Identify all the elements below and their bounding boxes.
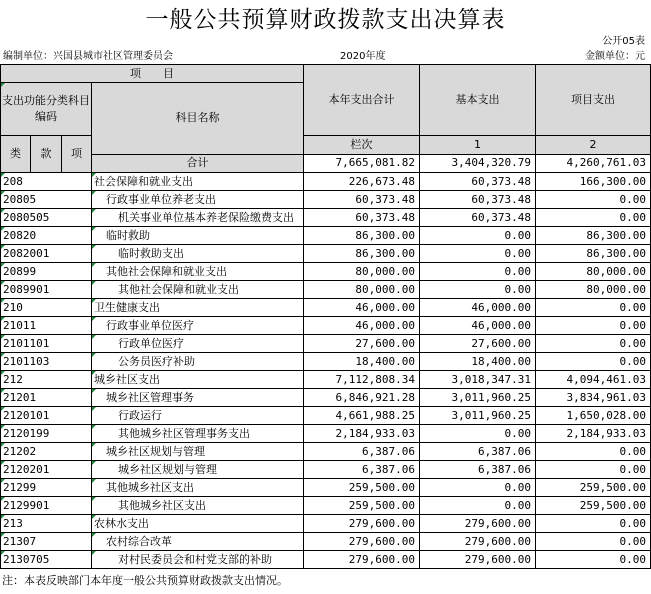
table-row [1, 515, 651, 533]
row-total: 60,373.48 [304, 209, 420, 227]
row-code: 2129901 [1, 497, 92, 515]
table-row [1, 461, 651, 479]
total-project: 4,260,761.03 [536, 154, 651, 173]
row-basic: 46,000.00 [420, 317, 536, 335]
row-total: 27,600.00 [304, 335, 420, 353]
table-row [1, 335, 651, 353]
row-project: 0.00 [536, 533, 651, 551]
row-basic: 46,000.00 [420, 299, 536, 317]
header-kuan: 款 [31, 136, 62, 173]
row-code: 2080505 [1, 209, 92, 227]
row-basic: 279,600.00 [420, 533, 536, 551]
row-project: 0.00 [536, 209, 651, 227]
col-index-1: 1 [420, 136, 536, 155]
row-project: 0.00 [536, 353, 651, 371]
table-row [1, 443, 651, 461]
row-basic: 0.00 [420, 425, 536, 443]
row-code: 21299 [1, 479, 92, 497]
row-project: 0.00 [536, 335, 651, 353]
row-name: 对村民委员会和村党支部的补助 [92, 551, 304, 569]
row-basic: 0.00 [420, 227, 536, 245]
header-xiang: 项 [62, 136, 92, 173]
row-code: 2120199 [1, 425, 92, 443]
row-total: 259,500.00 [304, 497, 420, 515]
row-basic: 27,600.00 [420, 335, 536, 353]
row-total: 80,000.00 [304, 263, 420, 281]
row-code: 2130705 [1, 551, 92, 569]
row-name: 城乡社区支出 [92, 371, 304, 389]
row-total: 80,000.00 [304, 281, 420, 299]
row-code: 20820 [1, 227, 92, 245]
table-row [1, 389, 651, 407]
row-total: 6,387.06 [304, 443, 420, 461]
row-project: 0.00 [536, 443, 651, 461]
row-total: 86,300.00 [304, 227, 420, 245]
table-row [1, 353, 651, 371]
total-current: 7,665,081.82 [304, 154, 420, 173]
row-total: 279,600.00 [304, 533, 420, 551]
row-name: 其他城乡社区支出 [92, 497, 304, 515]
row-basic: 279,600.00 [420, 551, 536, 569]
header-subject-name: 科目名称 [92, 83, 304, 155]
row-name: 城乡社区规划与管理 [92, 443, 304, 461]
table-row [1, 533, 651, 551]
amount-unit: 金额单位：元 [585, 51, 645, 62]
row-project: 0.00 [536, 299, 651, 317]
form-code: 公开05表 [602, 36, 645, 47]
row-name: 其他社会保障和就业支出 [92, 281, 304, 299]
row-code: 21011 [1, 317, 92, 335]
row-name: 其他社会保障和就业支出 [92, 263, 304, 281]
header-project: 项目支出 [536, 65, 651, 136]
row-total: 279,600.00 [304, 515, 420, 533]
row-code: 21307 [1, 533, 92, 551]
row-name: 农林水支出 [92, 515, 304, 533]
table-row [1, 425, 651, 443]
row-basic: 3,011,960.25 [420, 389, 536, 407]
row-total: 6,846,921.28 [304, 389, 420, 407]
row-project: 0.00 [536, 191, 651, 209]
row-total: 46,000.00 [304, 317, 420, 335]
row-code: 213 [1, 515, 92, 533]
row-name: 公务员医疗补助 [92, 353, 304, 371]
row-name: 机关事业单位基本养老保险缴费支出 [92, 209, 304, 227]
row-total: 60,373.48 [304, 191, 420, 209]
table-row [1, 245, 651, 263]
row-code: 208 [1, 173, 92, 191]
row-code: 2101103 [1, 353, 92, 371]
table-row [1, 497, 651, 515]
table-row [1, 479, 651, 497]
row-code: 2120201 [1, 461, 92, 479]
row-project: 0.00 [536, 515, 651, 533]
row-basic: 0.00 [420, 281, 536, 299]
row-name: 农村综合改革 [92, 533, 304, 551]
row-code: 212 [1, 371, 92, 389]
table-row [1, 209, 651, 227]
row-basic: 0.00 [420, 479, 536, 497]
col-index-2: 2 [536, 136, 651, 155]
row-total: 18,400.00 [304, 353, 420, 371]
table-row [1, 227, 651, 245]
row-code: 21202 [1, 443, 92, 461]
row-project: 4,094,461.03 [536, 371, 651, 389]
row-name: 城乡社区管理事务 [92, 389, 304, 407]
table-row [1, 263, 651, 281]
row-project: 2,184,933.03 [536, 425, 651, 443]
total-basic: 3,404,320.79 [420, 154, 536, 173]
table-row [1, 191, 651, 209]
report-title: 一般公共预算财政拨款支出决算表 [145, 7, 506, 33]
row-project: 86,300.00 [536, 245, 651, 263]
row-name: 行政事业单位养老支出 [92, 191, 304, 209]
row-total: 226,673.48 [304, 173, 420, 191]
header-current-total: 本年支出合计 [304, 65, 420, 136]
expenditure-table [0, 64, 651, 569]
row-project: 259,500.00 [536, 497, 651, 515]
row-basic: 6,387.06 [420, 443, 536, 461]
row-total: 4,661,988.25 [304, 407, 420, 425]
header-func-code: 支出功能分类科目编码 [1, 83, 92, 136]
row-project: 80,000.00 [536, 263, 651, 281]
row-total: 279,600.00 [304, 551, 420, 569]
row-basic: 0.00 [420, 245, 536, 263]
row-basic: 3,018,347.31 [420, 371, 536, 389]
row-project: 1,650,028.00 [536, 407, 651, 425]
header-basic: 基本支出 [420, 65, 536, 136]
row-project: 80,000.00 [536, 281, 651, 299]
row-code: 21201 [1, 389, 92, 407]
row-project: 0.00 [536, 317, 651, 335]
row-name: 临时救助 [92, 227, 304, 245]
row-code: 2089901 [1, 281, 92, 299]
table-row [1, 299, 651, 317]
row-code: 2101101 [1, 335, 92, 353]
total-label: 合计 [92, 154, 304, 173]
row-basic: 60,373.48 [420, 191, 536, 209]
table-row [1, 551, 651, 569]
row-project: 166,300.00 [536, 173, 651, 191]
row-total: 6,387.06 [304, 461, 420, 479]
row-project: 0.00 [536, 461, 651, 479]
row-project: 0.00 [536, 551, 651, 569]
row-basic: 0.00 [420, 263, 536, 281]
row-name: 行政单位医疗 [92, 335, 304, 353]
fiscal-year: 2020年度 [340, 51, 386, 62]
row-total: 2,184,933.03 [304, 425, 420, 443]
table-row [1, 281, 651, 299]
row-name: 临时救助支出 [92, 245, 304, 263]
row-total: 259,500.00 [304, 479, 420, 497]
row-code: 2082001 [1, 245, 92, 263]
row-name: 其他城乡社区管理事务支出 [92, 425, 304, 443]
row-name: 其他城乡社区支出 [92, 479, 304, 497]
row-basic: 6,387.06 [420, 461, 536, 479]
table-row [1, 371, 651, 389]
row-basic: 0.00 [420, 497, 536, 515]
row-basic: 3,011,960.25 [420, 407, 536, 425]
row-name: 行政事业单位医疗 [92, 317, 304, 335]
header-column-index-cell: 栏次 [304, 136, 420, 155]
row-code: 2120101 [1, 407, 92, 425]
table-row [1, 173, 651, 191]
row-basic: 279,600.00 [420, 515, 536, 533]
table-row [1, 407, 651, 425]
compiling-unit: 编制单位：兴国县城市社区管理委员会 [3, 51, 173, 62]
row-code: 20805 [1, 191, 92, 209]
row-code: 20899 [1, 263, 92, 281]
row-project: 86,300.00 [536, 227, 651, 245]
row-total: 46,000.00 [304, 299, 420, 317]
header-lei: 类 [1, 136, 31, 173]
row-basic: 60,373.48 [420, 209, 536, 227]
table-row [1, 317, 651, 335]
row-basic: 60,373.48 [420, 173, 536, 191]
footnote: 注：本表反映部门本年度一般公共预算财政拨款支出情况。 [2, 574, 288, 587]
row-total: 7,112,808.34 [304, 371, 420, 389]
row-basic: 18,400.00 [420, 353, 536, 371]
row-project: 3,834,961.03 [536, 389, 651, 407]
row-name: 行政运行 [92, 407, 304, 425]
row-code: 210 [1, 299, 92, 317]
row-name: 卫生健康支出 [92, 299, 304, 317]
header-item: 项 目 [1, 65, 304, 83]
row-name: 社会保障和就业支出 [92, 173, 304, 191]
row-project: 259,500.00 [536, 479, 651, 497]
row-total: 86,300.00 [304, 245, 420, 263]
row-name: 城乡社区规划与管理 [92, 461, 304, 479]
